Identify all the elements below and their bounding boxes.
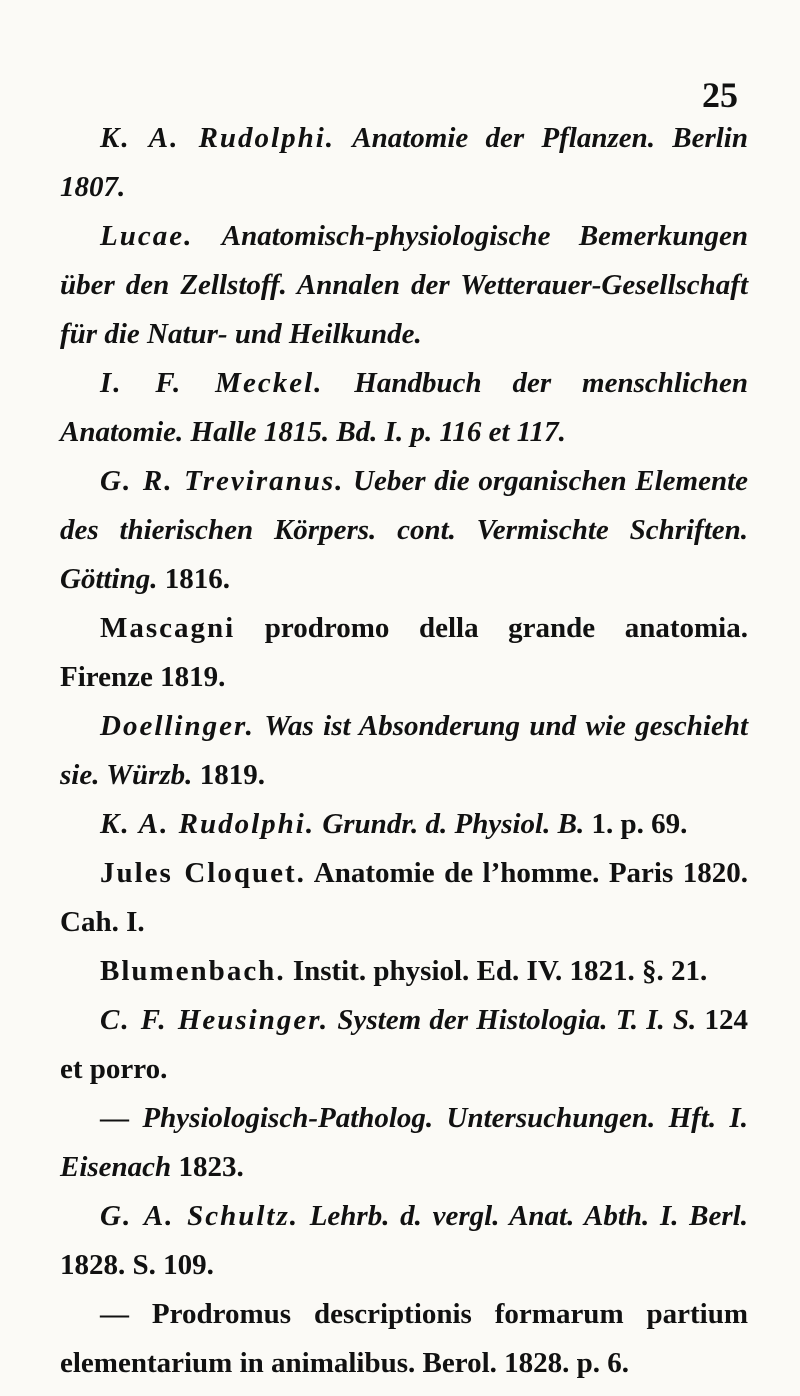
reference-title: Anatomisch-physiologische Bemerkungen über den Zellstoff. Annalen der Wetterauer-Gesellschaft für die Natur- und Heilkunde. bbox=[60, 220, 749, 350]
page-number: 25 bbox=[702, 75, 738, 115]
reference-entry bbox=[60, 604, 748, 702]
reference-details: 1823. bbox=[178, 1151, 244, 1183]
reference-title: Lehrb. d. vergl. Anat. Abth. I. Berl. bbox=[309, 1200, 748, 1232]
reference-entry bbox=[60, 1192, 748, 1290]
reference-title: Anatomie de l’homme. bbox=[313, 857, 600, 889]
reference-author: Doellinger. bbox=[100, 710, 255, 742]
reference-details: 124 et porro. bbox=[60, 1004, 749, 1085]
reference-entry bbox=[60, 359, 748, 457]
reference-details: Ed. IV. 1821. §. 21. bbox=[476, 955, 708, 987]
reference-details: 1819. bbox=[199, 759, 265, 791]
reference-author: — bbox=[100, 1102, 129, 1134]
reference-details: Paris 1820. Cah. I. bbox=[60, 857, 749, 938]
reference-title: System der Histologia. T. I. S. bbox=[337, 1004, 697, 1036]
reference-entry bbox=[60, 114, 748, 212]
reference-entry bbox=[60, 800, 748, 849]
reference-details: Berol. 1828. p. 6. bbox=[422, 1347, 630, 1379]
reference-entry bbox=[60, 457, 748, 604]
reference-title: Anatomie der Pflanzen. bbox=[352, 122, 656, 154]
reference-author: Lucae. bbox=[100, 220, 194, 252]
reference-details: Berlin 1807. bbox=[60, 122, 748, 203]
reference-entry bbox=[60, 849, 748, 947]
reference-title: Grundr. d. Physiol. B. bbox=[322, 808, 585, 840]
reference-list bbox=[60, 114, 748, 1388]
reference-author: C. F. Heusinger. bbox=[100, 1004, 330, 1036]
reference-title: Ueber die organischen Elemente des thierischen Körpers. cont. Vermischte Schriften. Götting. bbox=[60, 465, 749, 595]
reference-title: Handbuch der menschlichen Anatomie. Halle bbox=[60, 367, 748, 448]
reference-author: I. F. Meckel. bbox=[100, 367, 324, 399]
reference-entry bbox=[60, 947, 748, 996]
reference-author: Jules Cloquet. bbox=[100, 857, 306, 889]
reference-author: Mascagni bbox=[100, 612, 236, 644]
reference-details: 1816. bbox=[164, 563, 230, 595]
reference-author: Blumenbach. bbox=[100, 955, 286, 987]
reference-entry bbox=[60, 996, 748, 1094]
reference-details: 1815. Bd. I. p. 116 et 117. bbox=[263, 416, 566, 448]
reference-author: — bbox=[100, 1298, 129, 1330]
reference-details: Firenze 1819. bbox=[60, 661, 226, 693]
reference-entry bbox=[60, 702, 748, 800]
reference-entry bbox=[60, 212, 748, 359]
reference-author: G. A. Schultz. bbox=[100, 1200, 300, 1232]
reference-author: G. R. Treviranus. bbox=[100, 465, 345, 497]
reference-entry bbox=[60, 1290, 748, 1388]
reference-details: 1828. S. 109. bbox=[60, 1249, 214, 1281]
reference-title: Instit. physiol. bbox=[292, 955, 470, 987]
reference-author: K. A. Rudolphi. bbox=[100, 808, 316, 840]
reference-title: prodromo della grande anatomia. bbox=[264, 612, 748, 644]
reference-title: Physiologisch-Patholog. Untersuchungen. Hft. I. Eisenach bbox=[60, 1102, 748, 1183]
reference-author: K. A. Rudolphi. bbox=[100, 122, 336, 154]
reference-details: 1. p. 69. bbox=[591, 808, 688, 840]
reference-title: Was ist Absonderung und wie geschieht sie. Würzb. bbox=[60, 710, 749, 791]
reference-title: Prodromus descriptionis formarum partium elementarium in animalibus. bbox=[60, 1298, 749, 1379]
reference-entry bbox=[60, 1094, 748, 1192]
